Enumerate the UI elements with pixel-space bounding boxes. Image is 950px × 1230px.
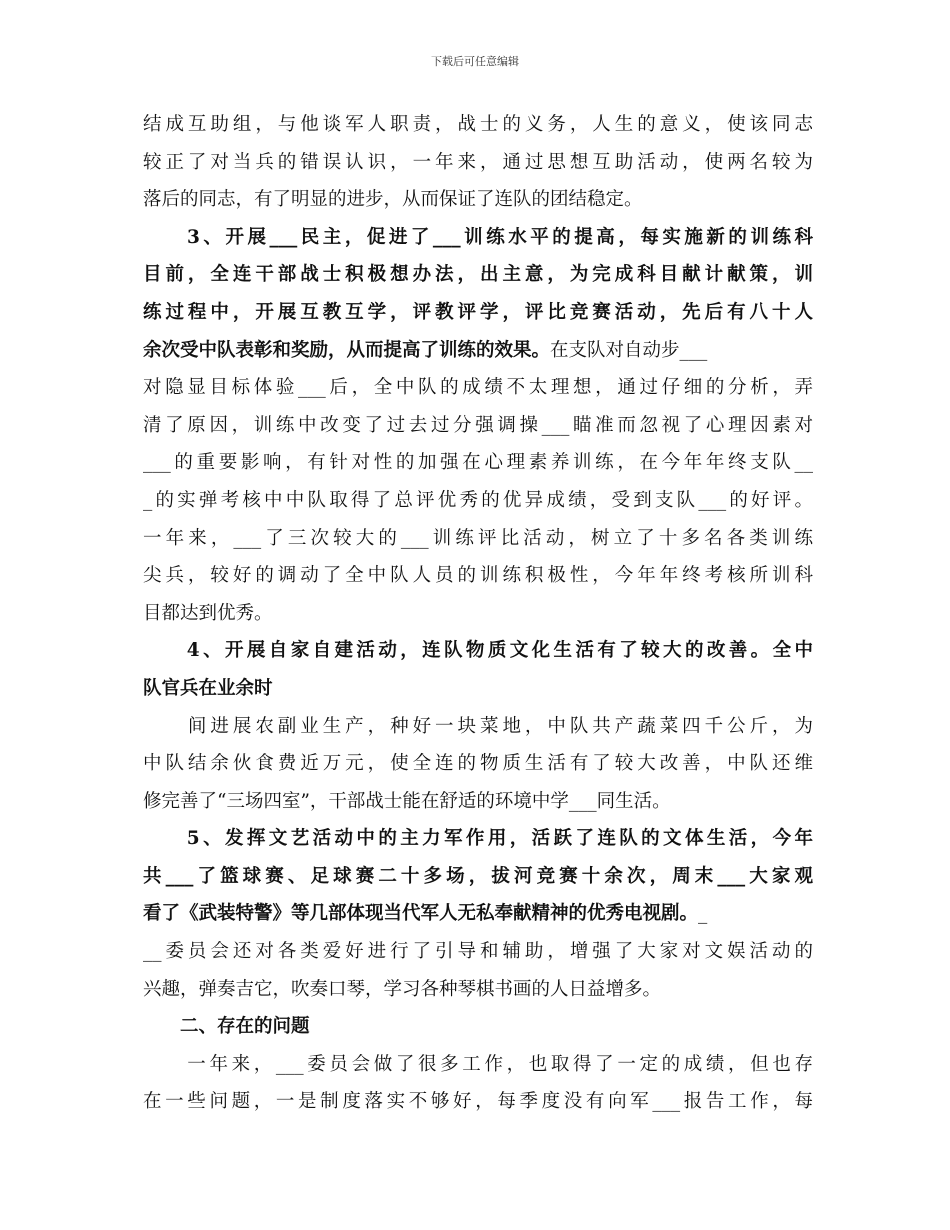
text-line-content: 尖兵，较好的调动了全中队人员的训练积极性，今年年终考核所训科 [143,565,813,587]
text-line-content: 3、开展___民主，促进了___训练水平的提高，每实施新的训练科 [143,226,813,248]
text-line [143,181,813,219]
text-line [143,294,813,332]
text-line-tail: _ [698,903,708,925]
text-line-content: 一年来，___了三次较大的___训练评比活动，树立了十多名各类训练 [143,527,813,549]
text-line-content: 较正了对当兵的错误认识，一年来，通过思想互助活动，使两名较为 [143,151,813,173]
text-line-content: 在一些问题，一是制度落实不够好，每季度没有向军___报告工作，每 [143,1091,813,1113]
text-line-content: 修完善了“三场四室”，干部战士能在舒适的环境中学___同生活。 [143,790,671,812]
text-line-content: 对隐显目标体验___后，全中队的成绩不太理想，通过仔细的分析，弄 [143,377,813,399]
text-line [143,895,813,933]
text-line-content: 二、存在的问题 [143,1016,310,1038]
text-line [143,219,813,257]
text-line [143,482,813,520]
text-line-content: 中队结余伙食费近万元，使全连的物质生活有了较大改善，中队还维 [143,753,813,775]
text-line [143,858,813,896]
text-line-content: 4、开展自家自建活动，连队物质文化生活有了较大的改善。全中 [143,640,813,662]
text-line [143,256,813,294]
text-line-content: 共___了篮球赛、足球赛二十多场，拔河竞赛十余次，周末___大家观 [143,865,813,887]
text-line-content: 余次受中队表彰和奖励，从而提高了训练的效果。 [143,339,551,361]
document-body [143,106,813,1121]
text-line-content: 看了《武装特警》等几部体现当代军人无私奉献精神的优秀电视剧。 [143,903,699,925]
text-line [143,933,813,971]
text-line [143,144,813,182]
text-line [143,332,813,370]
text-line [143,520,813,558]
text-line [143,670,813,708]
text-line [143,444,813,482]
text-line [143,407,813,445]
text-line-content: 间进展农副业生产，种好一块菜地，中队共产蔬菜四千公斤，为 [143,715,813,737]
text-line-content: ___的重要影响，有针对性的加强在心理素养训练，在今年年终支队__ [143,452,813,474]
page-header: 下载后可任意编辑 [431,55,519,68]
text-line-content: __委员会还对各类爱好进行了引导和辅助，增强了大家对文娱活动的 [143,941,813,963]
text-line [143,595,813,633]
text-line [143,557,813,595]
text-line-content: 兴趣，弹奏吉它，吹奏口琴，学习各种琴棋书画的人日益增多。 [143,978,662,1000]
text-line-content: 队官兵在业余时 [143,677,273,699]
text-line [143,369,813,407]
text-line-content: _的实弹考核中中队取得了总评优秀的优异成绩，受到支队___的好评。 [143,489,813,511]
text-line [143,1046,813,1084]
text-line-content: 练过程中，开展互教互学，评教评学，评比竞赛活动，先后有八十人 [143,301,813,323]
text-line [143,783,813,821]
text-line-content: 落后的同志，有了明显的进步，从而保证了连队的团结稳定。 [143,189,643,211]
text-line-content: 结成互助组，与他谈军人职责，战士的义务，人生的意义，使该同志 [143,114,813,135]
text-line-tail: 在支队对自动步___ [550,339,708,361]
text-line [143,820,813,858]
text-line [143,745,813,783]
text-line-content: 一年来，___委员会做了很多工作，也取得了一定的成绩，但也存 [143,1053,813,1075]
text-line-content: 目都达到优秀。 [143,602,273,624]
text-line [143,708,813,746]
text-line-content: 清了原因，训练中改变了过去过分强调操___瞄准而忽视了心理因素对 [143,414,813,436]
text-line [143,632,813,670]
text-line [143,971,813,1009]
text-line [143,1083,813,1121]
text-line-content: 目前，全连干部战士积极想办法，出主意，为完成科目献计献策，训 [143,264,813,286]
text-line [143,106,813,144]
text-line-content: 5、发挥文艺活动中的主力军作用，活跃了连队的文体生活，今年 [143,828,813,850]
text-line [143,1008,813,1046]
